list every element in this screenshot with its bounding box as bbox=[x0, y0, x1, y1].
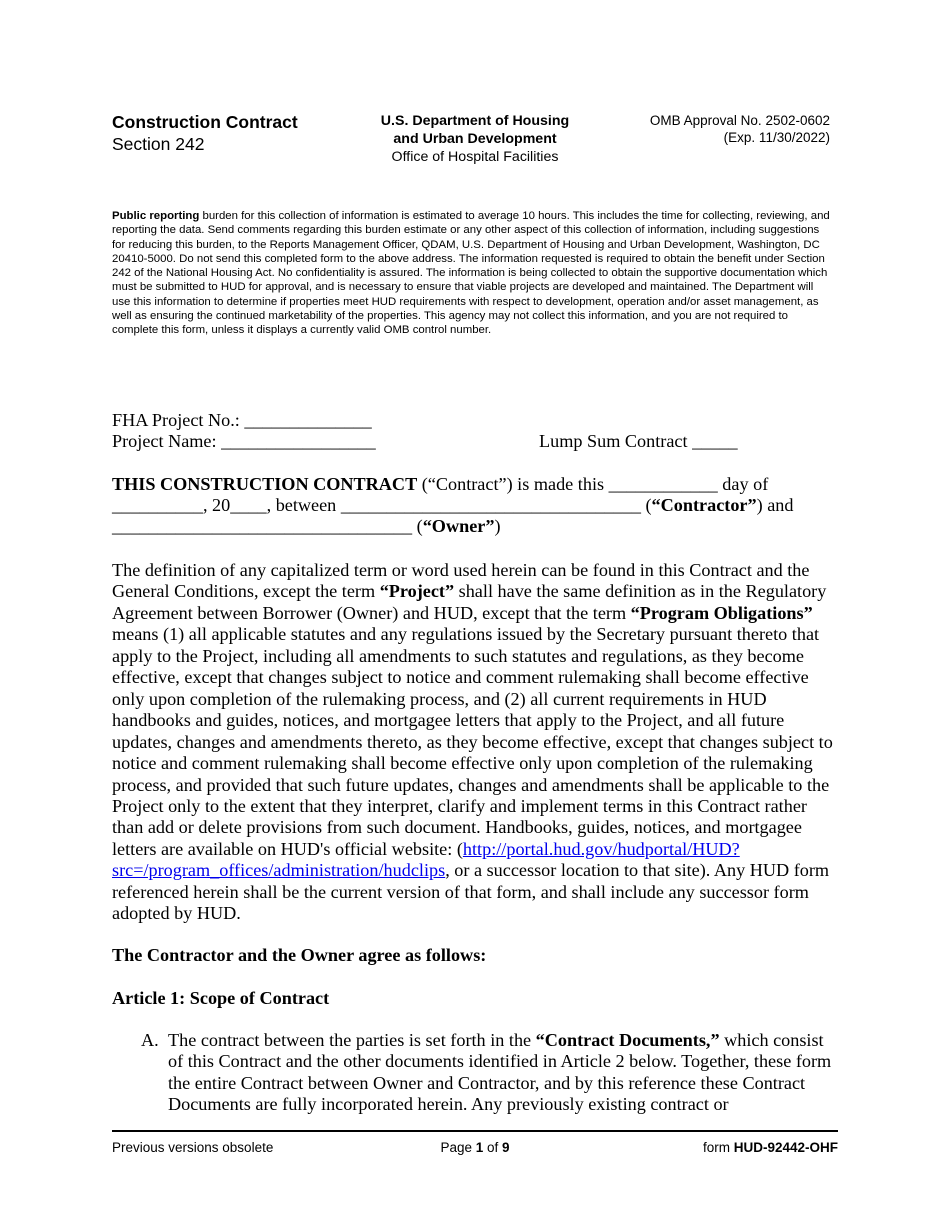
form-title: Construction Contract bbox=[112, 112, 298, 132]
form-title-block bbox=[112, 112, 298, 155]
page-word: Page bbox=[440, 1140, 476, 1155]
definitions-text-1: The definition of any capitalized term or word used herein can be found in this Contract and the General Conditions, except the term bbox=[112, 560, 810, 602]
contract-intro-line-1-rest[interactable]: (“Contract”) is made this ____________ day of bbox=[417, 474, 769, 494]
program-obligations-term: “Program Obligations” bbox=[630, 602, 813, 623]
item-a-text bbox=[168, 1030, 840, 1116]
project-name-field[interactable]: Project Name: _________________ bbox=[112, 431, 376, 451]
public-reporting-text: burden for this collection of information is estimated to average 10 hours. This includes the time for collecting, reviewing, and reporting the data. Send comments regarding this burden estimate or any other aspect of this collection of information, including suggestions for reducing this burden, to the Reports Management Officer, QDAM, U.S. Department of Housing and Urban Development, Washington, DC 20410-5000. Do not send this completed form to the above address. The information requested is required to obtain the benefit under Section 242 of the National Housing Act. No confidentiality is assured. The information is being collected to obtain the supportive documentation which must be submitted to HUD for approval, and is necessary to ensure that viable projects are developed and maintained. The Department will use this information to determine if properties meet HUD requirements with respect to development, operation and/or asset management, as well as ensuring the continued marketability of the properties. This agency may not collect this information, and you are not required to complete this form, unless it displays a currently valid OMB control number. bbox=[112, 210, 830, 337]
agreement-heading: The Contractor and the Owner agree as follows: bbox=[112, 945, 487, 965]
public-reporting-lead: Public reporting bbox=[112, 210, 200, 222]
page-current: 1 bbox=[475, 1140, 484, 1155]
contract-intro-line-2-start[interactable]: __________, 20____, between _________________________________ ( bbox=[112, 495, 652, 515]
definitions-text-3: means (1) all applicable statutes and any regulations issued by the Secretary pursuant thereto that apply to the Project, including all amendments to such statutes and regulations, as they become effective, except that changes subject to notice and comment rulemaking shall become effective only upon completion of the rulemaking process, and (2) all current requirements in HUD handbooks and guides, notices, and mortgagee letters that apply to the Project, and all future updates, changes and amendments thereto, as they become effective, except that changes subject to notice and comment rulemaking shall become effective only upon completion of the rulemaking process, and provided that such future updates, changes and amendments shall be applicable to the Project only to the extent that they interpret, clarify and implement terms in this Contract rather than add or delete provisions from such document. Handbooks, guides, notices, and mortgagee letters are available on HUD's official website: ( bbox=[112, 624, 833, 859]
definitions-text-2: shall have the same definition as in the Regulatory Agreement between Borrower (Owner) and HUD, except that the term bbox=[112, 581, 827, 623]
contractor-term: “Contractor” bbox=[651, 495, 757, 515]
item-a-text-1: The contract between the parties is set forth in the bbox=[168, 1030, 536, 1050]
contract-intro-line-3-start[interactable]: _________________________________ ( bbox=[112, 516, 423, 536]
footer-page-number bbox=[420, 1140, 530, 1156]
footer-previous-versions: Previous versions obsolete bbox=[112, 1140, 274, 1155]
contract-intro-line-2-end: ) and bbox=[756, 495, 794, 515]
definitions-paragraph bbox=[112, 560, 840, 925]
contract-intro-line-3[interactable] bbox=[112, 516, 501, 537]
omb-expiration: (Exp. 11/30/2022) bbox=[723, 130, 830, 145]
contract-intro-line-1 bbox=[112, 474, 768, 495]
omb-approval: OMB Approval No. 2502-0602 bbox=[649, 113, 830, 128]
contract-documents-term: “Contract Documents bbox=[535, 1030, 706, 1050]
agency-line-2: and Urban Development bbox=[393, 131, 557, 147]
footer-divider bbox=[112, 1130, 838, 1132]
contract-documents-term-end: ,” bbox=[705, 1030, 720, 1050]
hudclips-link[interactable]: http://portal.hud.gov/hudportal/HUD?src=/program_offices/administration/hudclips bbox=[112, 838, 740, 881]
form-section: Section 242 bbox=[112, 134, 205, 154]
contract-intro-line-2[interactable] bbox=[112, 495, 793, 516]
fha-project-number-field[interactable]: FHA Project No.: ______________ bbox=[112, 410, 372, 430]
form-number: HUD-92442-OHF bbox=[733, 1140, 838, 1155]
public-reporting-notice bbox=[112, 209, 832, 338]
project-term: “Project” bbox=[379, 581, 455, 602]
agency-block bbox=[360, 112, 590, 166]
omb-block bbox=[600, 112, 830, 146]
footer-form-id bbox=[620, 1140, 838, 1156]
agency-office: Office of Hospital Facilities bbox=[391, 149, 559, 165]
owner-term: “Owner” bbox=[422, 516, 495, 536]
agency-line-1: U.S. Department of Housing bbox=[380, 113, 570, 129]
form-word: form bbox=[702, 1140, 734, 1155]
page-of: of bbox=[483, 1140, 503, 1155]
contract-intro-lead: THIS CONSTRUCTION CONTRACT bbox=[112, 474, 418, 494]
contract-intro-line-3-end: ) bbox=[494, 516, 501, 536]
lump-sum-contract-field[interactable]: Lump Sum Contract _____ bbox=[539, 431, 738, 451]
definitions-text-4: , or a successor location to that site). Any HUD form referenced herein shall be the current version of that form, and shall include any successor form adopted by HUD. bbox=[112, 860, 830, 924]
item-a-text-2: which consist of this Contract and the other documents identified in Article 2 below. Together, these form the entire Contract between Owner and Contractor, and by this reference these Contract Documents are fully incorporated herein. Any previously existing contract or bbox=[168, 1030, 832, 1115]
item-a-letter: A. bbox=[141, 1030, 159, 1050]
page-total: 9 bbox=[502, 1140, 510, 1155]
article-1-heading: Article 1: Scope of Contract bbox=[112, 988, 330, 1008]
